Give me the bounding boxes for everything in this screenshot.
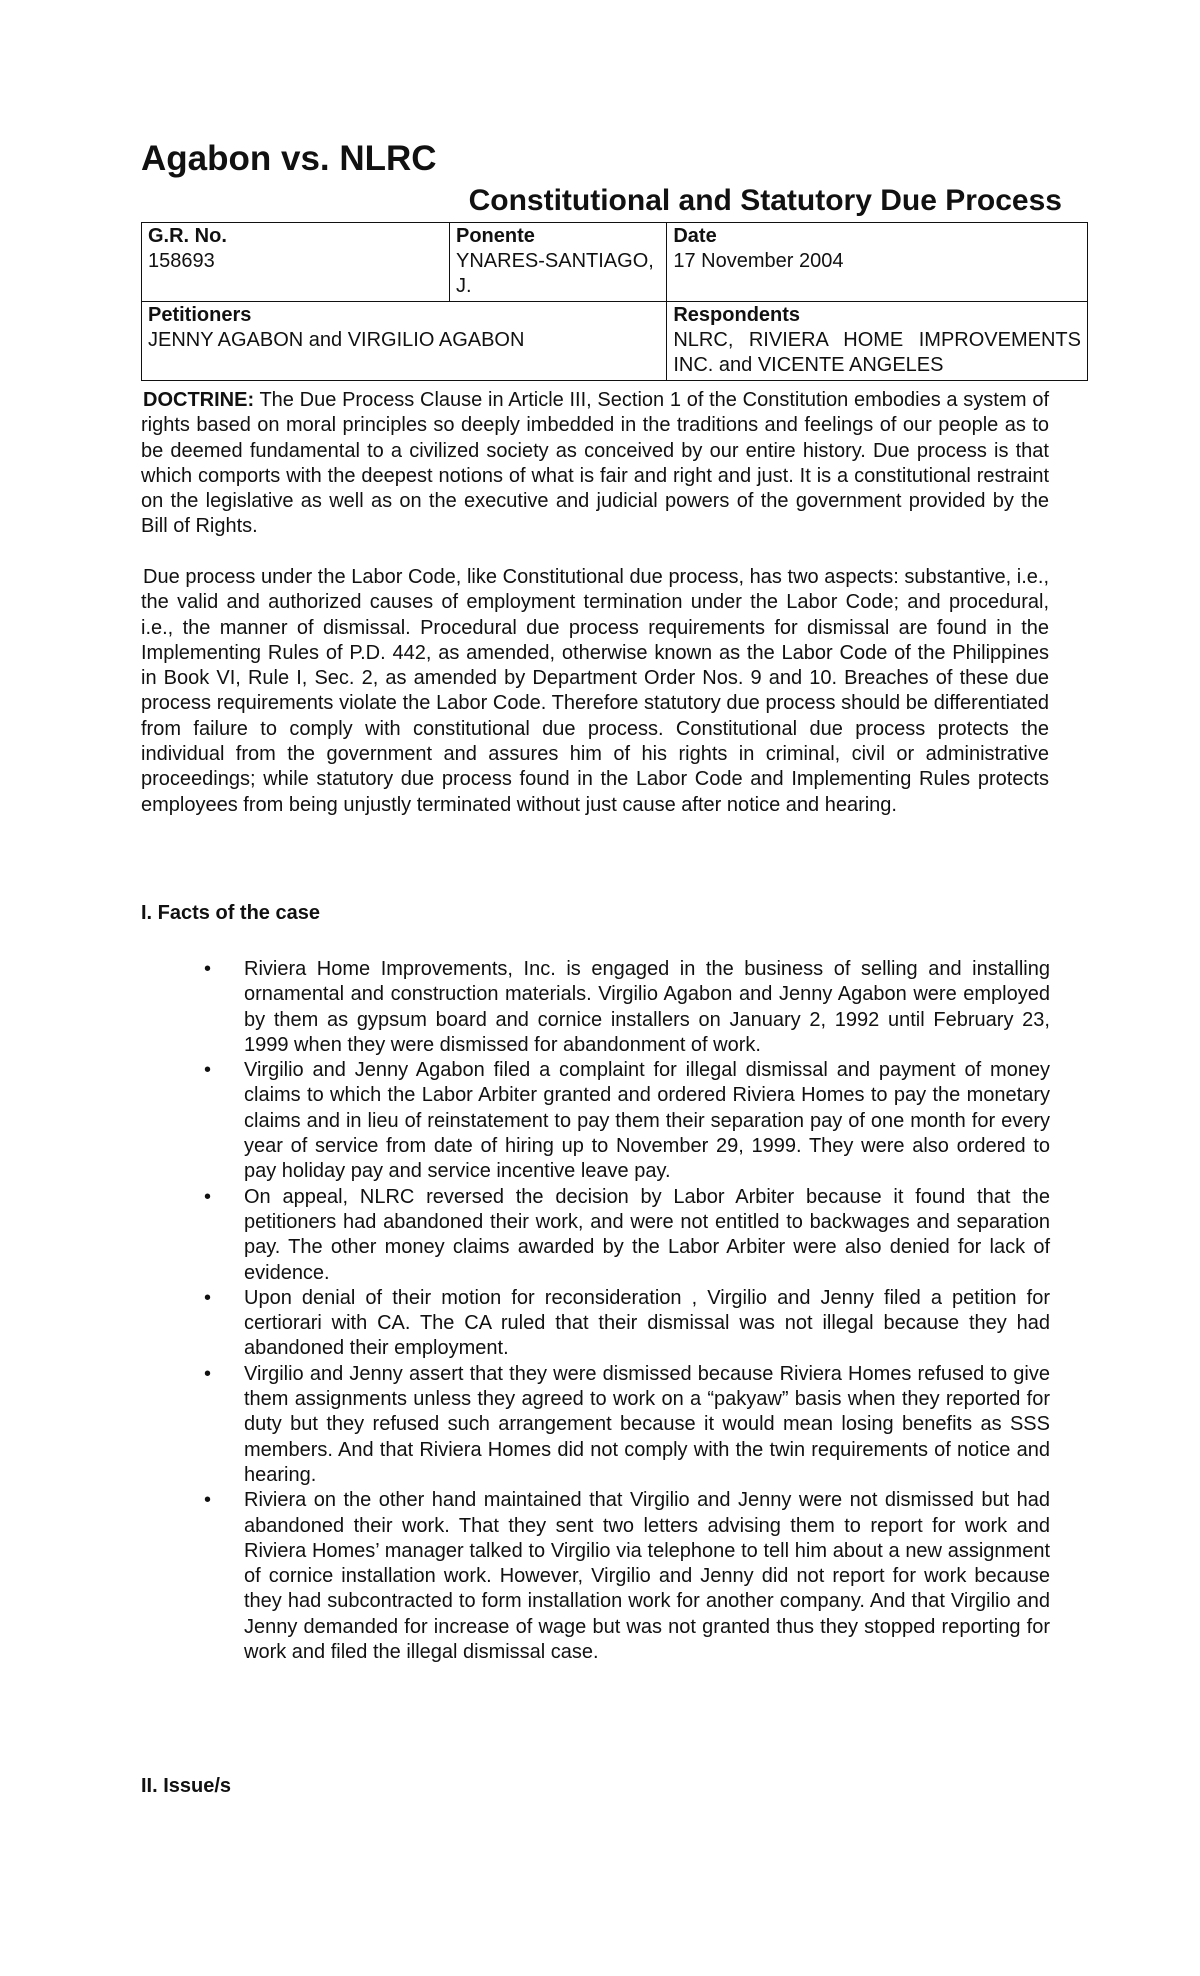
petitioners-value: JENNY AGABON and VIRGILIO AGABON (148, 329, 525, 351)
respondents-cell (667, 302, 1088, 381)
date-cell (667, 223, 1088, 302)
list-item (204, 957, 1050, 1058)
list-item (204, 1286, 1050, 1362)
page-subtitle: Constitutional and Statutory Due Process (468, 184, 1062, 217)
ponente-value: YNARES-SANTIAGO, J. (456, 250, 654, 297)
bullet-icon: • (204, 1489, 212, 1512)
fact-text: Riviera Home Improvements, Inc. is engaged in the business of selling and installing ornamental and construction materials. Virgilio Agabon and Jenny Agabon were employed by them as gypsum board and cornice installers on January 2, 1992 until February 23, 1999 when they were dismissed for abandonment of work. (244, 958, 1050, 1056)
gr-number-value: 158693 (148, 250, 215, 272)
date-label: Date (673, 225, 717, 247)
date-value: 17 November 2004 (673, 250, 844, 272)
bullet-icon: • (204, 1362, 212, 1385)
fact-text: Upon denial of their motion for reconsideration , Virgilio and Jenny filed a petition for certiorari with CA. The CA ruled that their dismissal was not illegal because they had abandoned their employment. (244, 1286, 1050, 1360)
gr-number-label: G.R. No. (148, 225, 227, 247)
facts-heading: I. Facts of the case (141, 902, 320, 924)
respondents-value: NLRC, RIVIERA HOME IMPROVEMENTS INC. and VICENTE ANGELES (673, 329, 1081, 376)
list-item (204, 1362, 1050, 1488)
facts-list (204, 957, 1050, 1665)
bullet-icon: • (204, 1059, 212, 1082)
fact-text: On appeal, NLRC reversed the decision by Labor Arbiter because it found that the petitioners had abandoned their work, and were not entitled to backwages and separation pay. The other money claims awarded by the Labor Arbiter were also denied for lack of evidence. (244, 1185, 1050, 1284)
ponente-cell (450, 223, 667, 302)
fact-text: Virgilio and Jenny assert that they were dismissed because Riviera Homes refused to give them assignments unless they agreed to work on a “pakyaw” basis when they reported for duty but they refused such arrangement because it would mean losing benefits as SSS members. And that Riviera Homes did not comply with the twin requirements of notice and hearing. (244, 1362, 1050, 1486)
bullet-icon: • (204, 958, 212, 980)
gr-number-cell (142, 223, 450, 302)
issues-heading: II. Issue/s (141, 1775, 232, 1797)
fact-text: Virgilio and Jenny Agabon filed a complaint for illegal dismissal and payment of money claims to which the Labor Arbiter granted and ordered Riviera Homes to pay the monetary claims and in lieu of reinstatement to pay them their separation pay of one month for every year of service from date of hiring up to November 29, 1999. They were also ordered to pay holiday pay and service incentive leave pay. (244, 1059, 1050, 1183)
case-info-row-top (142, 223, 1088, 302)
bullet-icon: • (204, 1185, 212, 1208)
list-item (204, 1185, 1050, 1286)
due-process-paragraph: Due process under the Labor Code, like Constitutional due process, has two aspects: substantive, i.e., the valid and authorized causes of employment termination under the Labor Code; and procedural, i.e., the manner of dismissal. Procedural due process requirements for dismissal are found in the Implementing Rules of P.D. 442, as amended, otherwise known as the Labor Code of the Philippines in Book VI, Rule I, Sec. 2, as amended by Department Order Nos. 9 and 10. Breaches of these due process requirements violate the Labor Code. Therefore statutory due process should be differentiated from failure to comply with constitutional due process. Constitutional due process protects the individual from the government and assures him of his rights in criminal, civil or administrative proceedings; while statutory due process found in the Labor Code and Implementing Rules protects employees from being unjustly terminated without just cause after notice and hearing. (141, 566, 1049, 816)
petitioners-cell (142, 302, 667, 381)
list-item (204, 1488, 1050, 1665)
doctrine-text: The Due Process Clause in Article III, Section 1 of the Constitution embodies a system of rights based on moral principles so deeply imbedded in the traditions and feelings of our people as to be deemed fundamental to a civilized society as conceived by our entire history. Due process is that which comports with the deepest notions of what is fair and right and just. It is a constitutional restraint on the legislative as well as on the executive and judicial powers of the government provided by the Bill of Rights. (141, 389, 1049, 538)
page-title: Agabon vs. NLRC (141, 139, 437, 178)
list-item (204, 1058, 1050, 1184)
doctrine-label: DOCTRINE: (143, 389, 255, 411)
bullet-icon: • (204, 1286, 212, 1309)
ponente-label: Ponente (456, 225, 535, 247)
petitioners-label: Petitioners (148, 304, 252, 326)
fact-text: Riviera on the other hand maintained that Virgilio and Jenny were not dismissed but had abandoned their work. That they sent two letters advising them to report for work and Riviera Homes’ manager talked to Virgilio via telephone to tell him about a new assignment of cornice installation work. However, Virgilio and Jenny did not report for work because they had subcontracted to form installation work for another company. And that Virgilio and Jenny demanded for increase of wage but was not granted thus they stopped reporting for work and filed the illegal dismissal case. (244, 1489, 1050, 1664)
respondents-label: Respondents (673, 304, 801, 326)
case-info-row-parties (142, 302, 1088, 381)
case-info-table (141, 222, 1088, 381)
doctrine-paragraph (141, 388, 1049, 540)
